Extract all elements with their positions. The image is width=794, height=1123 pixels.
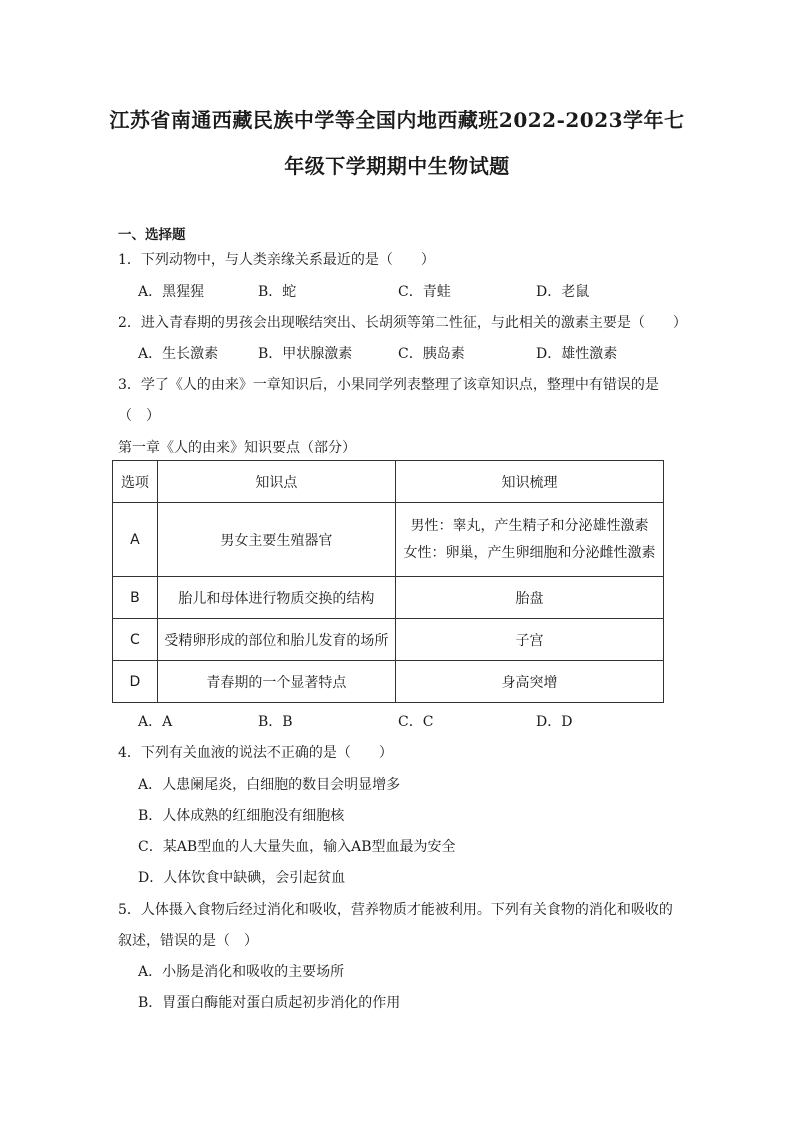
question-3-option-a[interactable]: A．A [138,714,173,730]
row-point: 受精卵形成的部位和胎儿发育的场所 [157,619,395,661]
row-point: 男女主要生殖器官 [157,503,395,577]
table-row [113,577,664,619]
question-1-stem: 1．下列动物中，与人类亲缘关系最近的是（ ） [118,252,435,268]
question-3-option-d[interactable]: D．D [536,714,573,730]
question-4-option-c[interactable]: C．某AB型血的人大量失血，输入AB型血最为安全 [138,839,456,855]
table-row [113,503,664,577]
table-caption: 第一章《人的由来》知识要点（部分） [118,440,356,456]
header-option: 选项 [113,461,158,503]
table-header-row [113,461,664,503]
row-option: A [113,503,158,577]
question-4-stem: 4．下列有关血液的说法不正确的是（ ） [118,745,393,761]
row-option: D [113,661,158,703]
question-2-option-a[interactable]: A．生长激素 [138,346,219,362]
question-5-stem-cont: 叙述，错误的是（ ） [118,933,258,949]
exam-title-line2: 年级下学期期中生物试题 [284,154,510,178]
row-detail [395,503,663,577]
row-point: 青春期的一个显著特点 [157,661,395,703]
row-detail: 身高突增 [395,661,663,703]
question-4-option-a[interactable]: A．人患阑尾炎，白细胞的数目会明显增多 [138,777,401,793]
row-option: B [113,577,158,619]
question-2-option-b[interactable]: B．甲状腺激素 [258,346,353,362]
header-detail: 知识梳理 [395,461,663,503]
question-5-stem: 5．人体摄入食物后经过消化和吸收，营养物质才能被利用。下列有关食物的消化和吸收的 [118,902,673,918]
question-1-option-d[interactable]: D．老鼠 [536,284,590,300]
header-point: 知识点 [157,461,395,503]
row-detail: 胎盘 [395,577,663,619]
row-option: C [113,619,158,661]
question-3-stem-cont: （ ） [118,408,160,424]
row-detail-line1: 男性：睾丸，产生精子和分泌雄性激素 [410,517,649,534]
exam-title-line1: 江苏省南通西藏民族中学等全国内地西藏班2022-2023学年七 [109,108,685,132]
knowledge-table [112,460,664,703]
question-3-option-b[interactable]: B．B [258,714,293,730]
question-2-stem: 2．进入青春期的男孩会出现喉结突出、长胡须等第二性征，与此相关的激素主要是（ ） [118,315,687,331]
table-row [113,661,664,703]
question-2-option-c[interactable]: C．胰岛素 [398,346,465,362]
question-1-option-c[interactable]: C．青蛙 [398,284,451,300]
question-4-option-b[interactable]: B．人体成熟的红细胞没有细胞核 [138,808,345,824]
row-point: 胎儿和母体进行物质交换的结构 [157,577,395,619]
question-3-option-c[interactable]: C．C [398,714,434,730]
question-2-option-d[interactable]: D．雄性激素 [536,346,618,362]
table-row [113,619,664,661]
question-4-option-d[interactable]: D．人体饮食中缺碘，会引起贫血 [138,870,346,886]
question-5-option-a[interactable]: A．小肠是消化和吸收的主要场所 [138,964,345,980]
row-detail-line2: 女性：卵巢，产生卵细胞和分泌雌性激素 [403,544,656,561]
question-1-option-b[interactable]: B．蛇 [258,284,297,300]
question-1-option-a[interactable]: A．黑猩猩 [138,284,205,300]
question-3-stem: 3．学了《人的由来》一章知识后，小果同学列表整理了该章知识点，整理中有错误的是 [118,377,659,393]
section-heading: 一、选择题 [118,227,186,243]
row-detail: 子宫 [395,619,663,661]
question-5-option-b[interactable]: B．胃蛋白酶能对蛋白质起初步消化的作用 [138,995,401,1011]
